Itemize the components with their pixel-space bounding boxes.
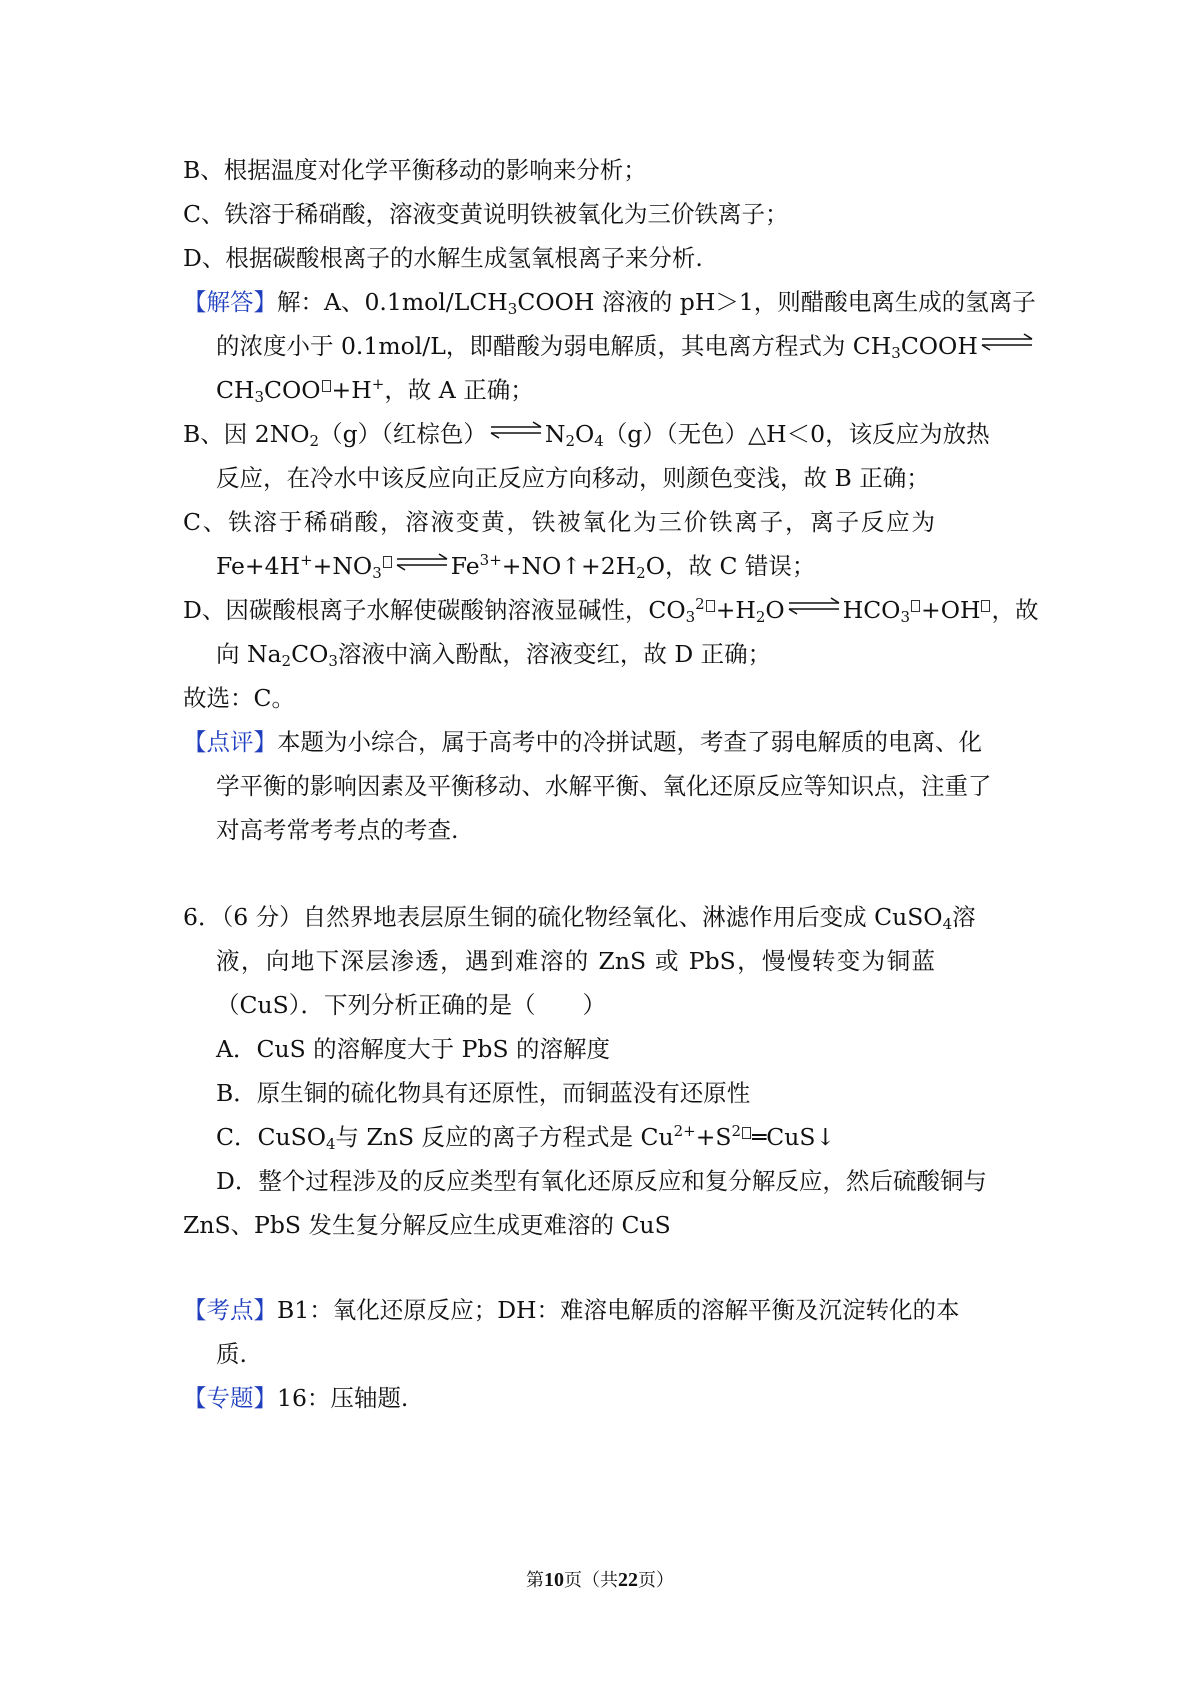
missing-glyph-icon	[742, 1127, 751, 1139]
comment-line-1: 【点评】本题为小综合，属于高考中的冷拼试题，考查了弱电解质的电离、化	[183, 728, 982, 756]
option-d-line-1: D．整个过程涉及的反应类型有氧化还原反应和复分解反应，然后硫酸铜与	[216, 1167, 987, 1195]
answer-b-line-1: B、因 $2NO_2(g)$（红棕色） $N_2O_4(g)$（无色）△H＜0，该反应为放热	[183, 420, 990, 450]
answer-b-line-2: 反应，在冷水中该反应向正反应方向移动，则颜色变浅，故 B 正确；	[216, 464, 930, 492]
zhuanti-line: 【专题】16：压轴题.	[183, 1384, 409, 1412]
answer-line-2: 的浓度小于 0.1mol/L，即醋酸为弱电解质，其电离方程式为 $CH_3COOH$	[216, 330, 1036, 362]
analysis-c: C、铁溶于稀硝酸，溶液变黄说明铁被氧化为三价铁离子；	[183, 200, 789, 228]
kaodian-line-2: 质.	[216, 1340, 247, 1368]
equilibrium-arrow-icon	[787, 596, 841, 616]
missing-glyph-icon	[383, 556, 392, 568]
option-c: C．CuSO$_4$与 ZnS 反应的离子方程式是 $Cu^{2+}+S^2$ ═CuS↓	[216, 1122, 836, 1153]
page-number: 10	[544, 1569, 564, 1591]
comment-tag: 【点评】	[183, 728, 277, 756]
kaodian-tag: 【考点】	[183, 1296, 277, 1324]
page-footer: 第10页（共22页）	[526, 1569, 674, 1591]
missing-glyph-icon	[981, 600, 990, 612]
answer-select: 故选：C。	[183, 684, 295, 712]
comment-line-2: 学平衡的影响因素及平衡移动、水解平衡、氧化还原反应等知识点，注重了	[216, 772, 992, 800]
option-d-line-2: ZnS、PbS 发生复分解反应生成更难溶的 CuS	[183, 1211, 671, 1239]
answer-tag: 【解答】	[183, 288, 277, 316]
answer-c-line-2: $Fe+4H^++NO_3$ $Fe^{3+}+NO↑+2H_2O$，故 C 错误；	[216, 551, 816, 582]
equilibrium-arrow-icon	[980, 332, 1034, 352]
missing-glyph-icon	[322, 380, 331, 392]
kaodian-line-1: 【考点】B1：氧化还原反应；DH：难溶电解质的溶解平衡及沉淀转化的本	[183, 1296, 960, 1324]
page-total: 22	[618, 1569, 638, 1591]
zhuanti-tag: 【专题】	[183, 1384, 277, 1412]
answer-d-line-2: 向 $Na_2CO_3$溶液中滴入酚酞，溶液变红，故 D 正确；	[216, 640, 772, 670]
answer-line-3: $CH_3COO +H^+$，故 A 正确；	[216, 375, 534, 406]
equilibrium-arrow-icon	[395, 552, 449, 572]
question-line-3: （CuS）．下列分析正确的是（ ）	[216, 991, 606, 1019]
missing-glyph-icon	[911, 600, 920, 612]
question-line-2: 液，向地下深层渗透，遇到难溶的 ZnS 或 PbS，慢慢转变为铜蓝	[216, 947, 935, 975]
missing-glyph-icon	[706, 600, 715, 612]
analysis-b: B、根据温度对化学平衡移动的影响来分析；	[183, 156, 647, 184]
comment-line-3: 对高考常考考点的考查.	[216, 816, 459, 844]
equilibrium-arrow-icon	[489, 420, 543, 440]
option-b: B．原生铜的硫化物具有还原性，而铜蓝没有还原性	[216, 1079, 751, 1107]
option-a: A．CuS 的溶解度大于 PbS 的溶解度	[216, 1035, 611, 1063]
answer-d-line-1: D、因碳酸根离子水解使碳酸钠溶液显碱性，$CO_3^2 +H_2O$ $HCO_3 +OH$ ，故	[183, 595, 1039, 626]
answer-c-line-1: C、铁溶于稀硝酸，溶液变黄，铁被氧化为三价铁离子，离子反应为	[183, 508, 935, 536]
analysis-d: D、根据碳酸根离子的水解生成氢氧根离子来分析.	[183, 244, 703, 272]
answer-line-1: 【解答】解：A、$0.1mol/LCH_3COOH$ 溶液的 pH＞1，则醋酸电离生成的氢离子	[183, 288, 1036, 318]
question-line-1: 6．（6 分）自然界地表层原生铜的硫化物经氧化、淋滤作用后变成 CuSO$_4$溶	[183, 903, 976, 933]
